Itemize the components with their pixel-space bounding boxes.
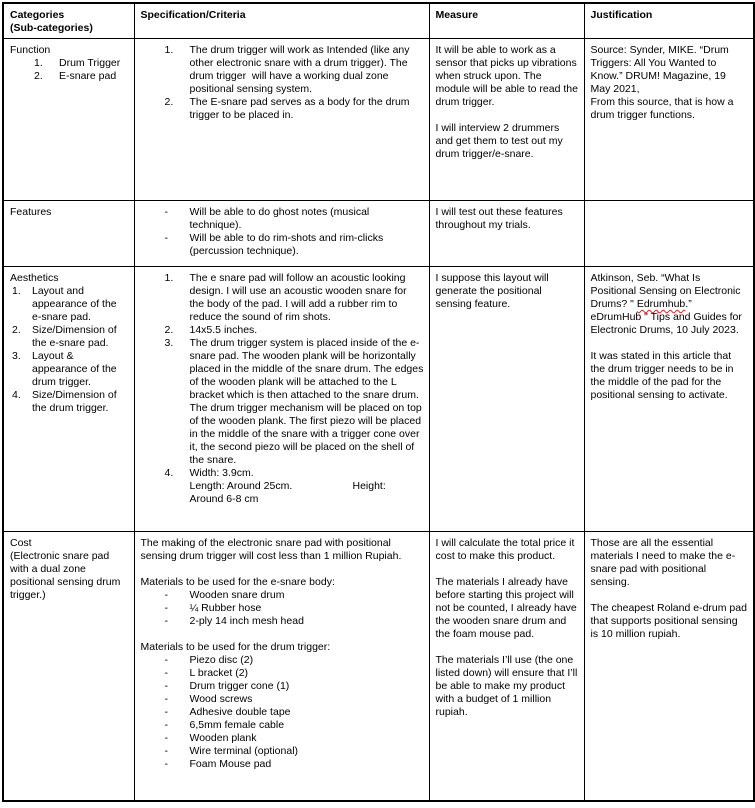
list-item-text: Adhesive double tape: [189, 706, 291, 718]
paragraph: The materials I already have before starting this project will not be counted, I already have the wooden snare drum and the foam mouse pad.: [435, 576, 580, 640]
list-item: [141, 654, 424, 667]
header-measure: [429, 3, 584, 39]
list-item-text: The drum trigger system is placed inside of the e-snare pad. The wooden plank will be horizontally placed in the middle of the snare drum. The edges of the wooden plank will be attached to the L bracket which is then attached to the snare drum. The drum trigger mechanism will be placed on top of the wooden plank. The first piezo will be placed in the middle of the snare with a trigger cone over it, the second piezo will be placed on the shell of the snare.: [189, 337, 427, 466]
blank-line: [591, 589, 749, 602]
row-features: [3, 201, 754, 267]
paragraph: eDrumHub " Tips and Guides for Electronic Drums, 10 July 2023.: [590, 311, 745, 336]
list-item: [10, 350, 129, 389]
list-item: [10, 389, 129, 415]
list-item-text: The drum trigger will work as Intended (like any other electronic snare with a drum trigger). The drum trigger will have a working dual zone positional sensing system.: [189, 44, 413, 95]
paragraph: The materials I’ll use (the one listed down) will ensure that I’ll be able to make my product with a budget of 1 million rupiah.: [435, 654, 581, 718]
cell-aesthetics-measure: [429, 267, 584, 532]
list-item: [141, 706, 424, 719]
list-item: [141, 602, 424, 615]
list-marker: -: [164, 706, 168, 718]
list-item: [141, 96, 424, 122]
list-marker: 1.: [164, 272, 174, 284]
list-item: [141, 719, 424, 732]
misspelled-word: Edrumhub: [636, 298, 686, 310]
paragraph: It will be able to work as a sensor that picks up vibrations when struck upon. The module will be able to read the drum trigger.: [435, 44, 581, 108]
cell-function-measure: [429, 39, 584, 201]
criteria-table: [2, 2, 755, 802]
numbered-list: [141, 44, 424, 122]
list-item-text: Wooden plank: [189, 732, 257, 744]
cell-features-justification: [584, 201, 754, 267]
row-function: [3, 39, 754, 201]
list-item-text: The e snare pad will follow an acoustic looking design. I will use an acoustic wooden snare for the body of the pad. I will add a rubber rim to reduce the sound of rim shots.: [189, 272, 410, 323]
paragraph: Aesthetics: [10, 272, 59, 284]
text-segment: Atkinson, Seb. “What Is Positional Sensing on Electronic Drums? ": [590, 272, 744, 310]
paragraph: I will interview 2 drummers and get them to test out my drum trigger/e-snare.: [435, 122, 566, 160]
tabbed-line-right: Height:: [352, 480, 386, 492]
list-item: [10, 57, 129, 70]
list-marker: -: [164, 758, 168, 770]
blank-line: [141, 563, 424, 576]
list-item-text: 2-ply 14 inch mesh head: [189, 615, 304, 627]
paragraph: I suppose this layout will generate the positional sensing feature.: [435, 272, 552, 310]
cell-cost-specification: [134, 532, 429, 801]
paragraph: Features: [10, 206, 52, 218]
list-item-text: Drum trigger cone (1): [189, 680, 290, 692]
cell-features-measure: [429, 201, 584, 267]
cell-features-specification: [134, 201, 429, 267]
list-item-text: Wood screws: [189, 693, 253, 705]
paragraph: Cost: [10, 537, 32, 549]
row-cost: [3, 532, 754, 801]
list-item: [141, 44, 424, 96]
list-marker: -: [164, 732, 168, 744]
list-marker: -: [164, 745, 168, 757]
paragraph: Materials to be used for the drum trigger:: [140, 641, 331, 653]
row-aesthetics: [3, 267, 754, 532]
list-marker: -: [164, 654, 168, 666]
header-label: Measure: [435, 9, 479, 21]
header-row: [3, 3, 754, 39]
list-marker: 1.: [12, 285, 21, 297]
blank-line: [591, 337, 749, 350]
paragraph: The making of the electronic snare pad with positional sensing drum trigger will cost less than 1 million Rupiah.: [140, 537, 402, 562]
list-item-text: Piezo disc (2): [189, 654, 254, 666]
list-item-text: Size/Dimension of the drum trigger.: [32, 389, 120, 414]
header-label: Categories: [10, 9, 65, 21]
header-justification: [584, 3, 754, 39]
header-label: Specification/Criteria: [140, 9, 246, 21]
list-marker: -: [164, 615, 168, 627]
blank-line: [436, 109, 579, 122]
list-item: [141, 693, 424, 706]
list-item: [141, 467, 424, 506]
cell-features-categories: [3, 201, 134, 267]
list-item-text: L bracket (2): [189, 667, 249, 679]
list-item-text: Will be able to do rim-shots and rim-clicks (percussion technique).: [189, 232, 387, 257]
list-item: [141, 745, 424, 758]
list-item-text: Drum Trigger: [59, 57, 121, 69]
list-marker: 4.: [164, 467, 174, 479]
list-marker: -: [164, 589, 168, 601]
list-item: [141, 732, 424, 745]
cell-function-specification: [134, 39, 429, 201]
tabbed-line: [190, 480, 424, 493]
list-item-text: Foam Mouse pad: [189, 758, 272, 770]
cell-aesthetics-justification: [584, 267, 754, 532]
list-item-text: ¼ Rubber hose: [189, 602, 262, 614]
list-marker: 4.: [12, 389, 21, 401]
header-categories: [3, 3, 134, 39]
numbered-list: [141, 272, 427, 506]
header-label: Justification: [590, 9, 653, 21]
list-item-text: Wooden snare drum: [189, 589, 285, 601]
list-item: [10, 324, 129, 350]
list-marker: 3.: [164, 337, 174, 349]
paragraph: [591, 272, 749, 311]
list-item: [141, 680, 424, 693]
list-marker: -: [164, 667, 168, 679]
paragraph: I will calculate the total price it cost to make this product.: [435, 537, 578, 562]
list-marker: 2.: [34, 70, 43, 82]
list-marker: -: [164, 680, 168, 692]
blank-line: [141, 628, 424, 641]
dash-list: [141, 654, 424, 771]
list-item-text: Size/Dimension of the e-snare pad.: [32, 324, 120, 349]
list-marker: 2.: [164, 96, 174, 108]
list-item: [141, 272, 424, 324]
cell-function-categories: [3, 39, 134, 201]
list-marker: 2.: [164, 324, 174, 336]
list-item-line: Width: 3.9cm.: [189, 467, 254, 479]
list-item-text: The E-snare pad serves as a body for the drum trigger to be placed in.: [189, 96, 413, 121]
list-item-text: 14x5.5 inches.: [189, 324, 258, 336]
list-marker: -: [164, 693, 168, 705]
dash-list: [141, 589, 424, 628]
text-segment: .”: [685, 298, 692, 310]
blank-line: [436, 563, 579, 576]
list-marker: 3.: [12, 350, 21, 362]
list-item: [141, 667, 424, 680]
cell-aesthetics-specification: [134, 267, 429, 532]
list-marker: -: [164, 206, 168, 218]
list-item: [10, 285, 129, 324]
list-marker: -: [164, 602, 168, 614]
list-item: [10, 70, 129, 83]
paragraph: The cheapest Roland e-drum pad that supports positional sensing is 10 million rupiah.: [590, 602, 750, 640]
list-item: [141, 758, 424, 771]
list-item-text: Will be able to do ghost notes (musical technique).: [189, 206, 373, 231]
cell-cost-categories: [3, 532, 134, 801]
paragraph: (Electronic snare pad with a dual zone positional sensing drum trigger.): [10, 550, 124, 601]
numbered-list: [10, 285, 129, 415]
paragraph: Source: Synder, MIKE. “Drum Triggers: All You Wanted to Know.” DRUM! Magazine, 19 May 2021,: [590, 44, 732, 95]
list-item-line: Around 6-8 cm: [189, 493, 259, 505]
paragraph: Materials to be used for the e-snare body:: [140, 576, 335, 588]
paragraph: Those are all the essential materials I need to make the e-snare pad with positional sensing.: [590, 537, 736, 588]
list-marker: -: [164, 719, 168, 731]
list-item-text: 6,5mm female cable: [189, 719, 285, 731]
header-label: (Sub-categories): [10, 22, 93, 34]
list-item-text: Layout & appearance of the drum trigger.: [32, 350, 120, 388]
list-marker: 1.: [34, 57, 43, 69]
list-item: [141, 232, 424, 258]
table-body: [3, 39, 754, 801]
table-header: [3, 3, 754, 39]
list-marker: -: [164, 232, 168, 244]
list-item-text: Layout and appearance of the e-snare pad.: [32, 285, 120, 323]
list-item-text: E-snare pad: [59, 70, 117, 82]
list-item: [141, 589, 424, 602]
paragraph: I will test out these features throughout my trials.: [435, 206, 566, 231]
cell-cost-justification: [584, 532, 754, 801]
header-specification: [134, 3, 429, 39]
paragraph: From this source, that is how a drum trigger functions.: [590, 96, 737, 121]
list-item-text: Wire terminal (optional): [189, 745, 299, 757]
tabbed-line-left: Length: Around 25cm.: [189, 480, 293, 492]
list-item: [141, 206, 424, 232]
list-marker: 2.: [12, 324, 21, 336]
dash-list: [141, 206, 424, 258]
paragraph: It was stated in this article that the drum trigger needs to be in the middle of the pad for the positional sensing to activate.: [590, 350, 737, 401]
list-item: [141, 337, 427, 467]
blank-line: [436, 641, 579, 654]
paragraph: Function: [10, 44, 51, 56]
list-marker: 1.: [164, 44, 174, 56]
cell-cost-measure: [429, 532, 584, 801]
cell-function-justification: [584, 39, 754, 201]
cell-aesthetics-categories: [3, 267, 134, 532]
list-item: [141, 324, 424, 337]
numbered-list: [10, 57, 129, 83]
list-item: [141, 615, 424, 628]
